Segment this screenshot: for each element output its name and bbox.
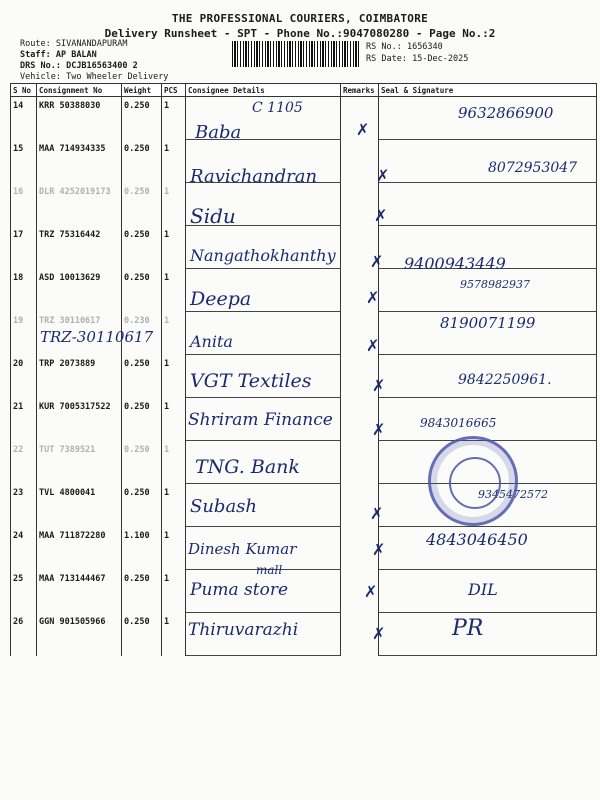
table-row xyxy=(11,613,597,656)
handwritten-consignee: TNG. Bank xyxy=(195,456,300,478)
runsheet-subtitle: Delivery Runsheet - SPT - Phone No.:9047080280 - Page No.:2 xyxy=(104,27,496,40)
handwritten-phone: 9843016665 xyxy=(420,416,497,430)
rs-date-value: 15-Dec-2025 xyxy=(412,54,469,64)
handwritten-consignee: Anita xyxy=(190,332,233,351)
rs-no-label: RS No.: xyxy=(366,42,402,52)
vehicle-value: Two Wheeler Delivery xyxy=(66,72,169,82)
row-consignment: DLR 4252019173 xyxy=(37,183,122,226)
tick-mark: ✗ xyxy=(356,120,370,139)
handwritten-consignee: Sidu xyxy=(190,204,236,228)
tick-mark: ✗ xyxy=(376,166,390,185)
row-weight: 0.250 xyxy=(122,97,162,140)
row-pcs: 1 xyxy=(162,484,186,527)
row-sno: 18 xyxy=(11,269,37,312)
handwritten-phone: 9578982937 xyxy=(460,278,530,291)
rs-date-label: RS Date: xyxy=(366,54,407,64)
row-pcs: 1 xyxy=(162,613,186,656)
handwritten-consignee: Puma store xyxy=(190,580,289,600)
rs-no-line xyxy=(366,42,443,52)
row-consignment: TVL 4800041 xyxy=(37,484,122,527)
row-pcs: 1 xyxy=(162,441,186,484)
seal-inner-ring xyxy=(449,457,501,509)
barcode xyxy=(232,41,360,67)
row-consignment: TUT 7389521 xyxy=(37,441,122,484)
row-weight: 0.230 xyxy=(122,312,162,355)
row-signature-cell xyxy=(379,183,597,226)
row-weight: 0.250 xyxy=(122,226,162,269)
row-pcs: 1 xyxy=(162,140,186,183)
tick-mark: ✗ xyxy=(372,420,386,439)
row-sno: 17 xyxy=(11,226,37,269)
row-weight: 0.250 xyxy=(122,484,162,527)
runsheet-title: THE PROFESSIONAL COURIERS, COIMBATORE xyxy=(171,12,429,25)
table-row xyxy=(11,570,597,613)
row-weight: 0.250 xyxy=(122,140,162,183)
drs-value: DCJB16563400 2 xyxy=(66,61,138,71)
col-weight: Weight xyxy=(122,84,162,97)
tick-mark: ✗ xyxy=(374,206,388,225)
row-sno: 24 xyxy=(11,527,37,570)
vehicle-label: Vehicle: xyxy=(20,72,61,82)
row-sno: 16 xyxy=(11,183,37,226)
row-weight: 0.250 xyxy=(122,269,162,312)
table-row xyxy=(11,183,597,226)
handwritten-consignee: Dinesh Kumar xyxy=(188,540,297,558)
handwritten-phone: 9400943449 xyxy=(404,254,506,273)
handwritten-note: mall xyxy=(256,563,283,577)
col-seal-signature: Seal & Signature xyxy=(379,84,597,97)
row-sno: 14 xyxy=(11,97,37,140)
col-consignee: Consignee Details xyxy=(186,84,341,97)
row-sno: 23 xyxy=(11,484,37,527)
staff-label: Staff: xyxy=(20,50,51,60)
row-pcs: 1 xyxy=(162,97,186,140)
row-sno: 26 xyxy=(11,613,37,656)
col-sno: S No xyxy=(11,84,37,97)
tick-mark: ✗ xyxy=(372,540,386,559)
staff-value: AP BALAN xyxy=(55,50,97,60)
handwritten-consignee: Nangathokhanthy xyxy=(190,246,336,265)
col-remarks: Remarks xyxy=(341,84,379,97)
handwritten-phone: 9632866900 xyxy=(458,104,554,122)
handwritten-consignee: Thiruvarazhi xyxy=(188,620,299,640)
tick-mark: ✗ xyxy=(366,288,380,307)
vehicle-line xyxy=(20,72,168,82)
row-pcs: 1 xyxy=(162,183,186,226)
row-consignment: MAA 711872280 xyxy=(37,527,122,570)
row-consignment: TRZ 30110617 xyxy=(37,312,122,355)
route-value: SIVANANDAPURAM xyxy=(55,39,128,49)
tick-mark: ✗ xyxy=(364,582,378,601)
row-remarks xyxy=(341,441,379,484)
handwritten-consignee: Shriram Finance xyxy=(188,410,333,430)
handwritten-consignee: Deepa xyxy=(190,288,252,310)
row-consignment: ASD 10013629 xyxy=(37,269,122,312)
handwritten-note: TRZ-30110617 xyxy=(40,328,154,346)
tick-mark: ✗ xyxy=(370,504,384,523)
row-consignment: TRZ 75316442 xyxy=(37,226,122,269)
row-pcs: 1 xyxy=(162,269,186,312)
drs-line xyxy=(20,61,138,71)
handwritten-consignee: Baba xyxy=(195,122,242,143)
handwritten-phone: 9842250961. xyxy=(458,372,552,388)
row-pcs: 1 xyxy=(162,527,186,570)
row-sno: 15 xyxy=(11,140,37,183)
row-weight: 0.250 xyxy=(122,398,162,441)
row-pcs: 1 xyxy=(162,398,186,441)
handwritten-phone: 9345472572 xyxy=(478,488,548,501)
tick-mark: ✗ xyxy=(372,624,386,643)
company-seal-stamp xyxy=(428,436,518,526)
row-signature-cell xyxy=(379,613,597,656)
row-consignment: KUR 7005317522 xyxy=(37,398,122,441)
row-consignment: TRP 2073889 xyxy=(37,355,122,398)
row-sno: 20 xyxy=(11,355,37,398)
row-weight: 0.250 xyxy=(122,355,162,398)
row-sno: 22 xyxy=(11,441,37,484)
rs-no-value: 1656340 xyxy=(406,42,443,52)
row-weight: 0.250 xyxy=(122,613,162,656)
drs-label: DRS No.: xyxy=(20,61,61,71)
row-sno: 21 xyxy=(11,398,37,441)
handwritten-phone: 8190071199 xyxy=(440,314,536,332)
row-weight: 0.250 xyxy=(122,570,162,613)
row-consignment: KRR 50388030 xyxy=(37,97,122,140)
staff-line xyxy=(20,50,97,60)
tick-mark: ✗ xyxy=(366,336,380,355)
handwritten-signature: DIL xyxy=(468,580,498,599)
handwritten-phone: 8072953047 xyxy=(488,160,578,176)
handwritten-consignee: Subash xyxy=(190,496,258,517)
route-label: Route: xyxy=(20,39,51,49)
table-header-row xyxy=(11,84,597,97)
handwritten-phone: 4843046450 xyxy=(426,530,528,549)
tick-mark: ✗ xyxy=(370,252,384,271)
row-consignment: GGN 901505966 xyxy=(37,613,122,656)
route-line xyxy=(20,39,128,49)
row-consignment: MAA 713144467 xyxy=(37,570,122,613)
row-weight: 0.250 xyxy=(122,441,162,484)
col-pcs: PCS xyxy=(162,84,186,97)
row-sno: 25 xyxy=(11,570,37,613)
row-pcs: 1 xyxy=(162,570,186,613)
handwritten-signature: PR xyxy=(452,616,484,641)
row-remarks xyxy=(341,140,379,183)
row-pcs: 1 xyxy=(162,226,186,269)
row-sno: 19 xyxy=(11,312,37,355)
row-pcs: 1 xyxy=(162,355,186,398)
col-consignment: Consignment No xyxy=(37,84,122,97)
row-remarks xyxy=(341,183,379,226)
row-pcs: 1 xyxy=(162,312,186,355)
rs-date-line xyxy=(366,54,468,64)
handwritten-consignee: VGT Textiles xyxy=(190,370,312,392)
row-weight: 0.250 xyxy=(122,183,162,226)
row-weight: 1.100 xyxy=(122,527,162,570)
handwritten-consignee: Ravichandran xyxy=(190,166,318,187)
row-consignment: MAA 714934335 xyxy=(37,140,122,183)
handwritten-note: C 1105 xyxy=(252,100,303,116)
tick-mark: ✗ xyxy=(372,376,386,395)
